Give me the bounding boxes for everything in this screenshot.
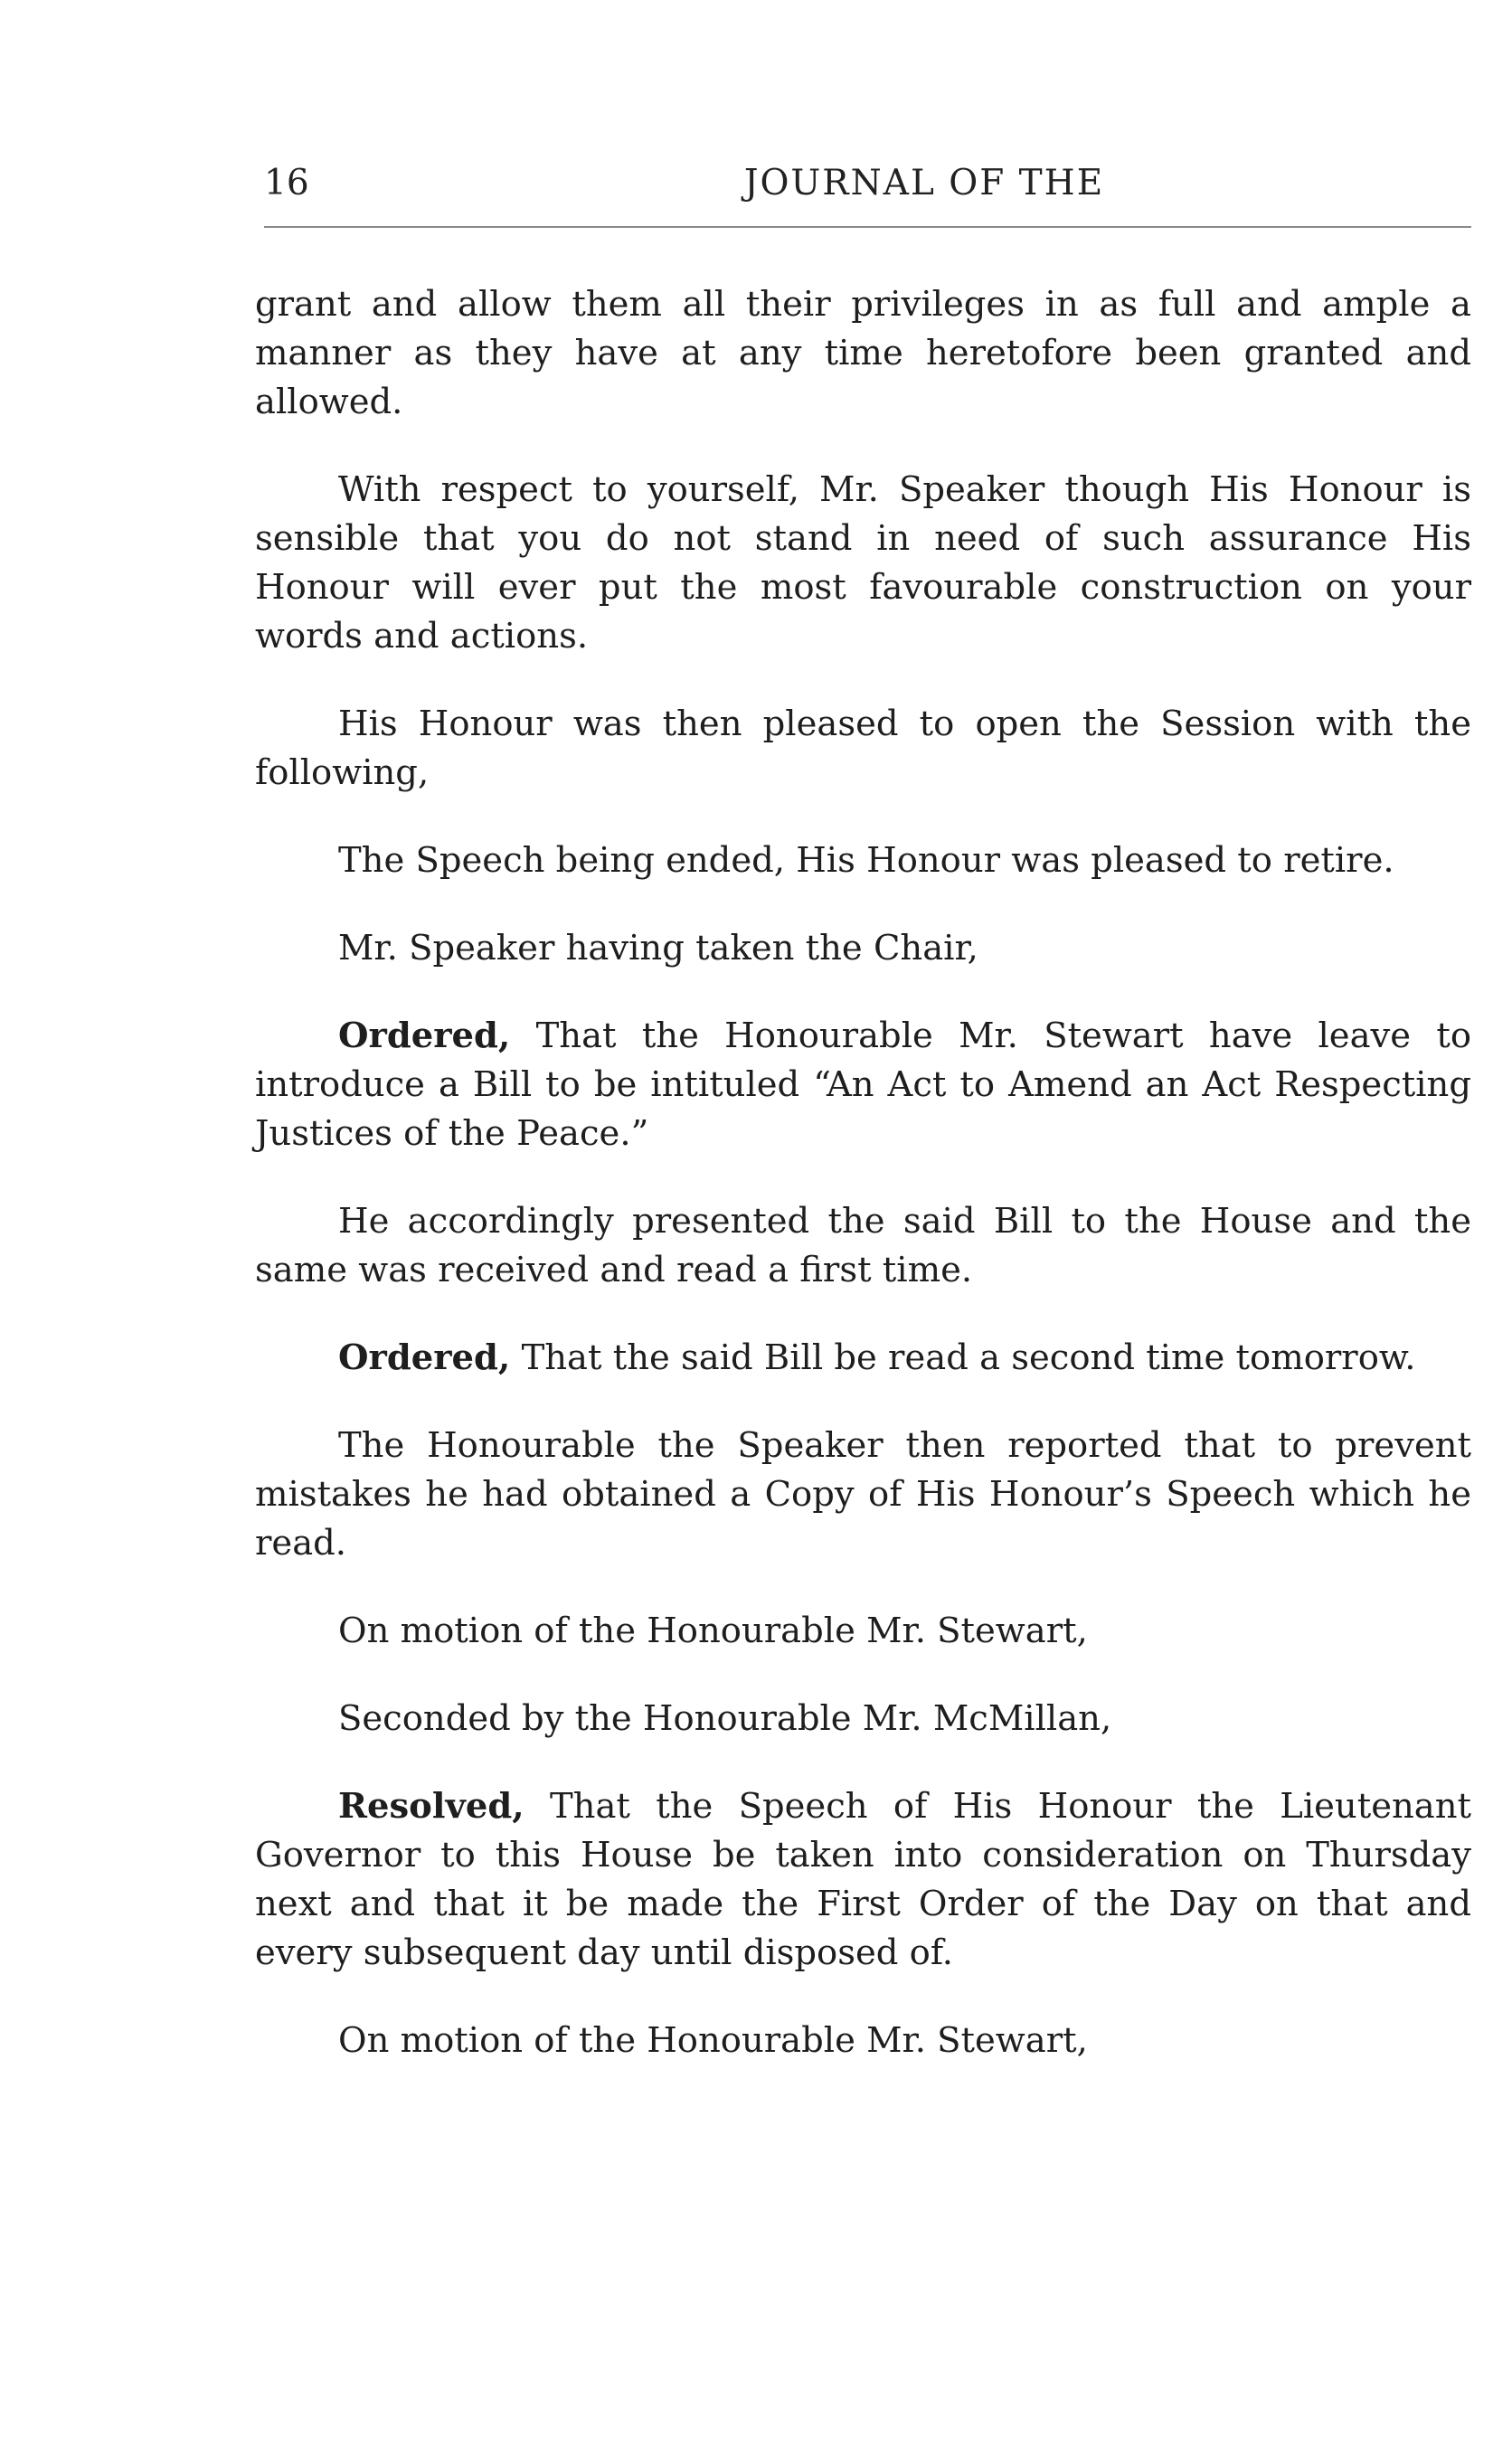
paragraph-text: That the Honourable Mr. Stewart have leave to introduce a Bill to be intituled “An Act to Amend an Act Respecting Justices of the Peace.” (255, 1016, 1471, 1154)
paragraph-motion-stewart-2 (255, 2017, 1471, 2065)
paragraph-text: His Honour was then pleased to open the Session with the following, (255, 704, 1471, 793)
paragraph-ordered-second-reading (255, 1334, 1471, 1383)
paragraph-lead: Ordered, (338, 1016, 511, 1056)
paragraph-speaker-chair (255, 924, 1471, 973)
paragraph-text: With respect to yourself, Mr. Speaker though His Honour is sensible that you do not stand in need of such assurance His Honour will ever put the most favourable construction on your words and actions. (255, 469, 1471, 657)
journal-body (255, 280, 1471, 2104)
paragraph-text: On motion of the Honourable Mr. Stewart, (338, 1611, 1088, 1651)
paragraph-lead: Ordered, (338, 1337, 511, 1378)
paragraph-lead: Resolved, (338, 1786, 524, 1827)
paragraph-respect-speaker (255, 466, 1471, 661)
running-head (264, 161, 1467, 215)
paragraph-text: That the said Bill be read a second time tomorrow. (510, 1337, 1416, 1378)
paragraph-open-session (255, 700, 1471, 798)
header-rule (264, 226, 1471, 228)
paragraph-text: Seconded by the Honourable Mr. McMillan, (338, 1698, 1112, 1739)
paragraph-speech-ended (255, 836, 1471, 885)
paragraph-text: That the Speech of His Honour the Lieutenant Governor to this House be taken into consideration on Thursday next and that it be made the First Order of the Day on that and every subsequent day until disposed of. (255, 1786, 1471, 1973)
paragraph-text: grant and allow them all their privileges in as full and ample a manner as they have at any time heretofore been granted and allowed. (255, 284, 1471, 422)
paragraph-seconded-mcmillan (255, 1695, 1471, 1743)
journal-title: JOURNAL OF THE (743, 163, 1105, 203)
page-number: 16 (264, 163, 309, 203)
paragraph-resolved (255, 1782, 1471, 1978)
paragraph-text: Mr. Speaker having taken the Chair, (338, 928, 978, 968)
paragraph-ordered-bill (255, 1012, 1471, 1158)
paragraph-motion-stewart (255, 1607, 1471, 1656)
paragraph-privileges (255, 280, 1471, 427)
paragraph-speech-copy (255, 1422, 1471, 1568)
paragraph-text: The Speech being ended, His Honour was pleased to retire. (338, 840, 1394, 881)
paragraph-text: On motion of the Honourable Mr. Stewart, (338, 2020, 1088, 2061)
paragraph-text: The Honourable the Speaker then reported that to prevent mistakes he had obtained a Copy of His Honour’s Speech which he read. (255, 1425, 1471, 1564)
paragraph-bill-presented (255, 1197, 1471, 1295)
paragraph-text: He accordingly presented the said Bill to the House and the same was received and read a first time. (255, 1201, 1471, 1290)
